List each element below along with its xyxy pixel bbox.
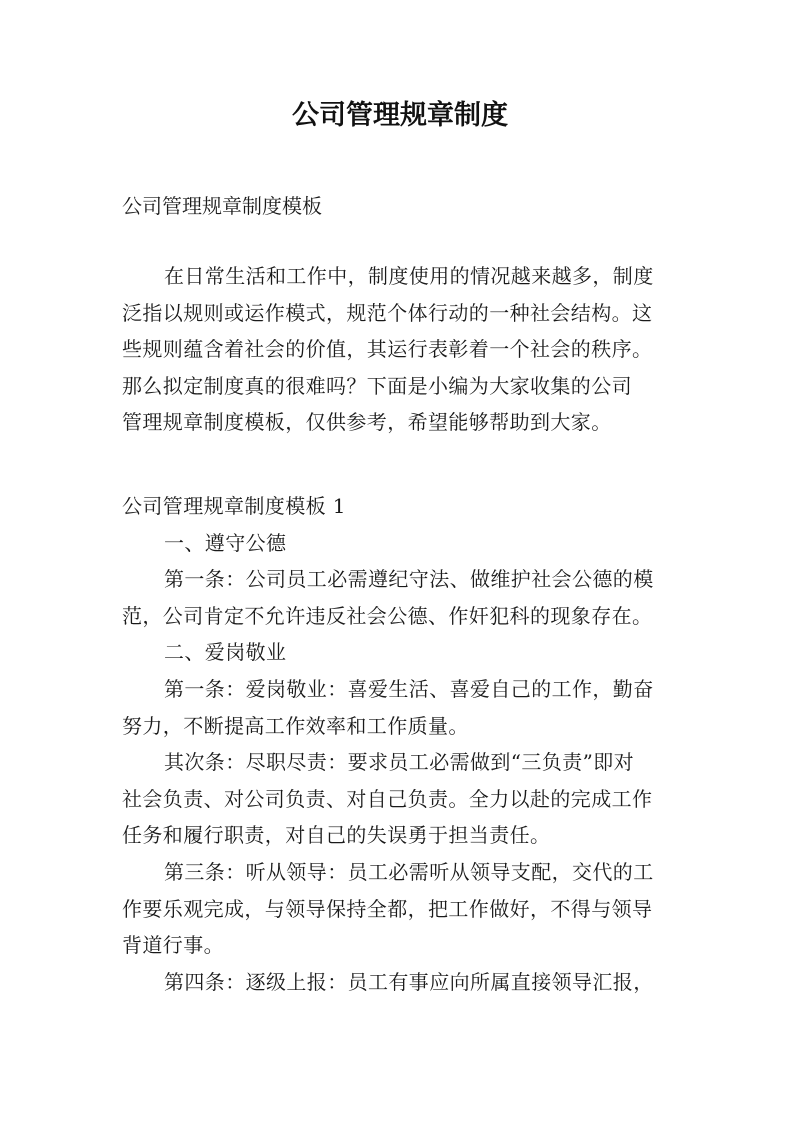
article-line: 范，公司肯定不允许违反社会公德、作奸犯科的现象存在。 bbox=[122, 603, 653, 628]
article-line: 背道行事。 bbox=[122, 933, 224, 958]
article-line: 社会负责、对公司负责、对自己负责。全力以赴的完成工作 bbox=[122, 786, 653, 811]
article-line: 努力，不断提高工作效率和工作质量。 bbox=[122, 713, 469, 738]
intro-line: 些规则蕴含着社会的价值，其运行表彰着一个社会的秩序。 bbox=[122, 337, 653, 362]
document-subtitle: 公司管理规章制度模板 bbox=[122, 194, 322, 218]
chapter-heading: 二、爱岗敬业 bbox=[164, 640, 287, 665]
article-line: 第一条：爱岗敬业：喜爱生活、喜爱自己的工作，勤奋 bbox=[164, 676, 654, 701]
article-line: 第一条：公司员工必需遵纪守法、做维护社会公德的模 bbox=[164, 567, 654, 592]
article-line: 其次条：尽职尽责：要求员工必需做到“三负责”即对 bbox=[164, 750, 635, 775]
document-title: 公司管理规章制度 bbox=[292, 100, 508, 131]
article-line: 第四条：逐级上报：员工有事应向所属直接领导汇报， bbox=[164, 969, 654, 994]
intro-line: 那么拟定制度真的很难吗？下面是小编为大家收集的公司 bbox=[122, 373, 632, 398]
article-line: 第三条：听从领导：员工必需听从领导支配，交代的工 bbox=[164, 859, 654, 884]
article-line: 作要乐观完成，与领导保持全都，把工作做好，不得与领导 bbox=[122, 896, 653, 921]
intro-line: 管理规章制度模板，仅供参考，希望能够帮助到大家。 bbox=[122, 410, 612, 435]
section-heading: 公司管理规章制度模板 1 bbox=[122, 494, 346, 518]
intro-line: 在日常生活和工作中，制度使用的情况越来越多，制度 bbox=[164, 264, 654, 288]
regulation-body bbox=[122, 488, 702, 1000]
article-line: 任务和履行职责，对自己的失误勇于担当责任。 bbox=[122, 823, 551, 848]
intro-line: 泛指以规则或运作模式，规范个体行动的一种社会结构。这 bbox=[122, 300, 653, 325]
intro-paragraph bbox=[122, 258, 692, 441]
chapter-heading: 一、遵守公德 bbox=[164, 530, 287, 555]
